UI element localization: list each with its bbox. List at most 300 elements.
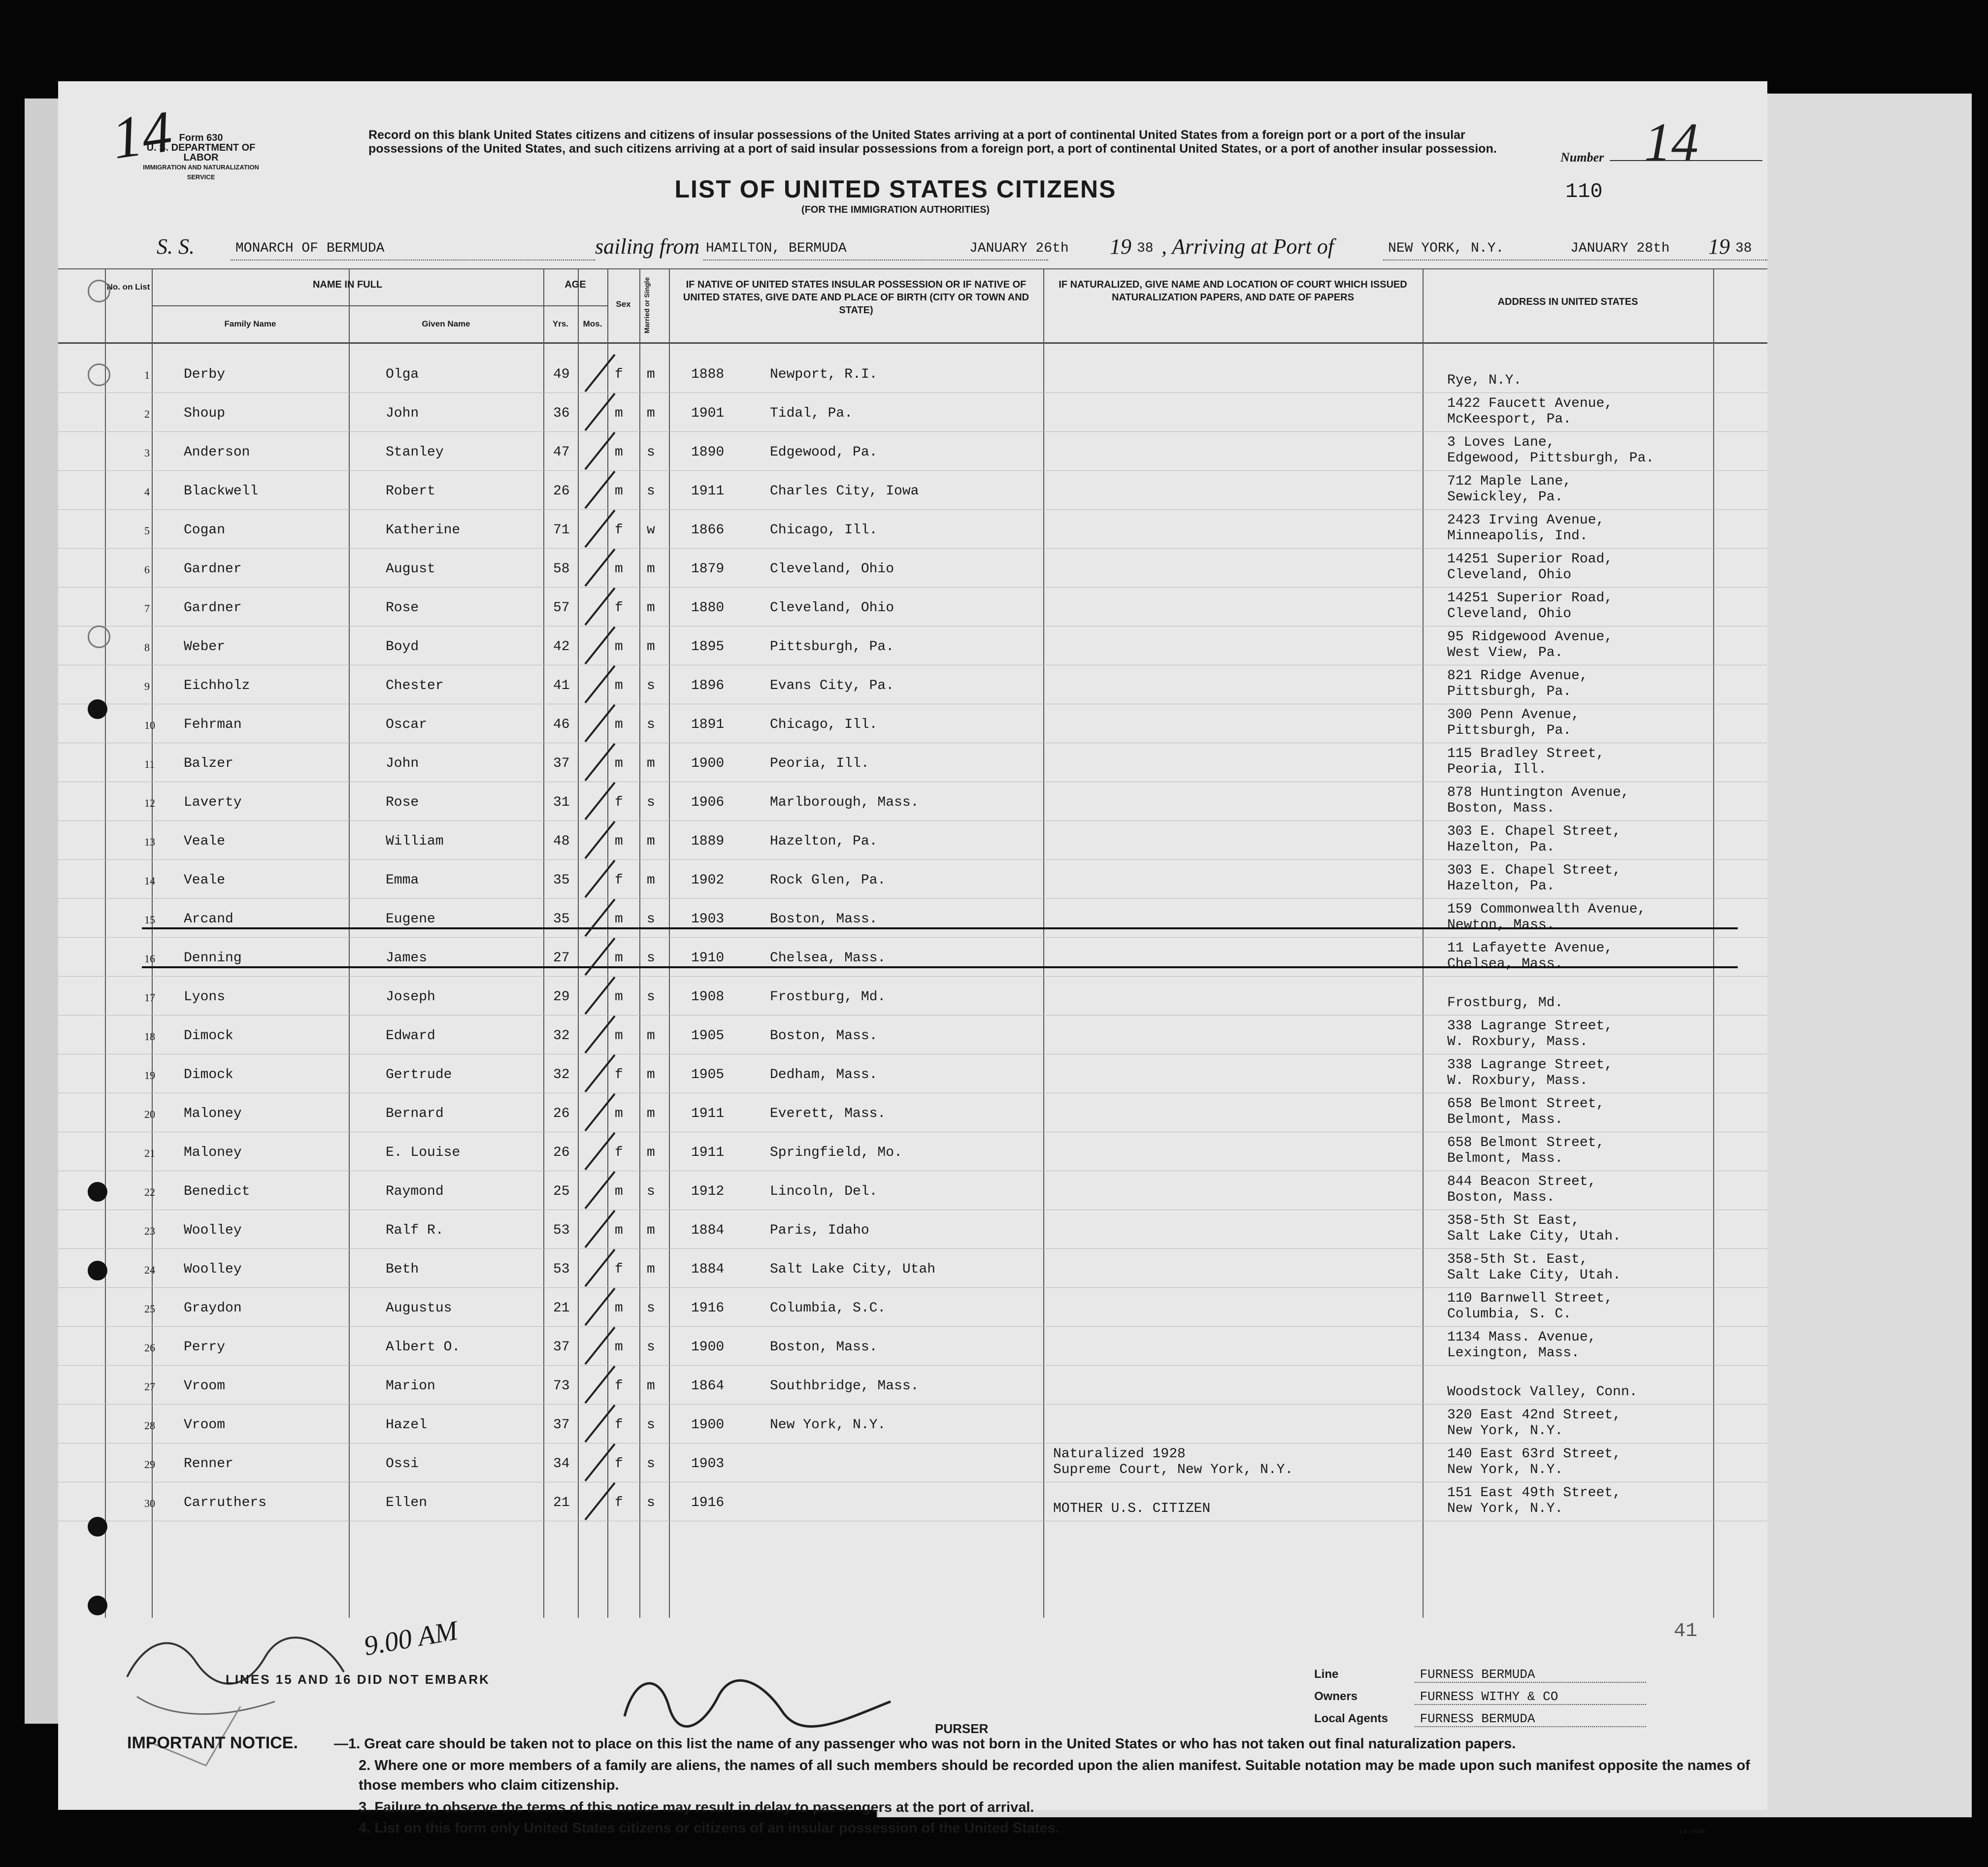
purser-signature [615,1667,910,1736]
row-number: 16 [144,952,155,965]
department: U. S. DEPARTMENT OF LABOR [146,142,256,163]
address-line-1: 338 Lagrange Street, [1447,1018,1613,1034]
marital-status: w [647,523,655,538]
row-number: 18 [144,1030,155,1043]
col-head-no: No. on List [106,282,150,292]
row-number: 25 [144,1303,155,1315]
given-name: Stanley [386,445,444,460]
address-line-1: 320 East 42nd Street, [1447,1408,1621,1423]
given-name: Edward [386,1028,435,1044]
sex: m [615,561,623,577]
birth-year: 1902 [691,873,725,888]
sex: f [615,1145,623,1160]
age-years: 27 [553,950,570,966]
sex: f [615,367,623,382]
notice-4: 4. List on this form only United States citizens or citizens of an insular possession of the United States. [359,1820,1060,1836]
address-line-2: Salt Lake City, Utah. [1447,1229,1621,1244]
voyage-line [157,234,1752,263]
did-not-embark-note: LINES 15 AND 16 DID NOT EMBARK [226,1672,490,1687]
birth-year: 1891 [691,717,725,732]
given-name: Oscar [386,717,428,732]
check-mark [580,1052,620,1097]
row-rule [58,1404,1767,1405]
birth-place: Frostburg, Md. [770,989,886,1005]
sex: m [615,912,623,927]
check-mark [580,508,620,552]
birth-year: 1901 [691,406,725,421]
age-years: 34 [553,1456,570,1472]
col-head-mos: Mos. [583,319,602,328]
age-years: 35 [553,873,570,888]
family-name: Laverty [184,795,242,810]
birth-place: Tidal, Pa. [770,406,853,421]
row-rule [58,937,1767,938]
address-line-1: 1134 Mass. Avenue, [1447,1330,1596,1345]
sex: f [615,795,623,810]
given-name: John [386,406,419,421]
row-number: 28 [144,1419,155,1432]
birth-place: Peoria, Ill. [770,756,869,771]
marital-status: m [647,1106,655,1121]
age-years: 37 [553,1340,570,1355]
age-years: 58 [553,561,570,577]
row-number: 29 [144,1458,155,1471]
age-years: 21 [553,1301,570,1316]
birth-year: 1905 [691,1028,725,1044]
family-name: Vroom [184,1417,226,1433]
given-name: Robert [386,484,435,499]
marital-status: m [647,1378,655,1394]
row-number: 6 [144,563,150,576]
service: IMMIGRATION AND NATURALIZATION SERVICE [143,164,259,181]
age-years: 57 [553,600,570,616]
sex: m [615,406,623,421]
given-name: Rose [386,795,419,810]
address-line-1: 151 East 49th Street, [1447,1485,1621,1501]
birth-place: Columbia, S.C. [770,1301,886,1316]
sex: m [615,1106,623,1121]
marital-status: m [647,1262,655,1277]
row-number: 22 [144,1186,155,1198]
address-line-1: 338 Lagrange Street, [1447,1057,1613,1073]
birth-place: Newport, R.I. [770,367,878,382]
row-rule [58,1326,1767,1327]
age-years: 29 [553,989,570,1005]
address-line-2: New York, N.Y. [1447,1501,1563,1516]
check-mark [580,858,620,902]
marital-status: m [647,1223,655,1238]
given-name: Ellen [386,1495,428,1510]
given-name: E. Louise [386,1145,461,1160]
sex: m [615,1301,623,1316]
row-rule [58,1365,1767,1366]
given-name: John [386,756,419,771]
list-number: 14 [1644,112,1698,172]
sex: f [615,1495,623,1510]
birth-place: Salt Lake City, Utah [770,1262,936,1277]
marital-status: s [647,1456,655,1472]
given-name: Albert O. [386,1340,461,1355]
row-number: 30 [144,1497,155,1509]
row-number: 24 [144,1264,155,1276]
family-name: Maloney [184,1106,242,1121]
address-line-2: Pittsburgh, Pa. [1447,723,1572,738]
marital-status: m [647,1067,655,1082]
sail-date: JANUARY 26th [969,241,1069,256]
strikethrough-line [142,966,1738,968]
marital-status: s [647,1495,655,1510]
sex: m [615,484,623,499]
birth-year: 1908 [691,989,725,1005]
col-head-name: NAME IN FULL [312,279,383,290]
marital-status: s [647,445,655,460]
row-rule [58,1287,1767,1288]
family-name: Eichholz [184,678,250,693]
age-subheader-rule [543,305,607,306]
birth-place: Paris, Idaho [770,1223,869,1238]
notice-2: 2. Where one or more members of a family are aliens, the names of all such members should be recorded upon the alien manifest. Suitable notation may be made upon such manifest opposite the names of those members who claim citizenship. [359,1758,1750,1793]
binder-hole [88,1596,107,1615]
birth-year: 1900 [691,1417,725,1433]
family-name: Gardner [184,561,242,577]
col-head-address: ADDRESS IN UNITED STATES [1497,296,1638,307]
record-note: Record on this blank United States citizens and citizens of insular possessions of the United States arriving at a port of continental United States from a foreign port or a port of the insular possessions of the United States, and such citizens arriving at a port of said insular possessions from a foreign port, a port of continental United States, or a port of another insular possession. [368,128,1497,156]
check-mark [580,469,620,513]
check-mark [580,663,620,708]
sex: m [615,1340,623,1355]
sex: f [615,523,623,538]
row-number: 1 [144,369,150,381]
col-head-yrs: Yrs. [552,319,569,328]
address-line-2: Pittsburgh, Pa. [1447,684,1572,699]
row-rule [58,509,1767,510]
family-name: Renner [184,1456,233,1472]
row-number: 27 [144,1380,155,1393]
agents-row [1314,1711,1646,1727]
col-head-naturalized: IF NATURALIZED, GIVE NAME AND LOCATION OF COURT WHICH ISSUED NATURALIZATION PAPERS, AND DATE OF PAPERS [1059,279,1407,303]
address-line-2: New York, N.Y. [1447,1462,1563,1477]
marital-status: m [647,367,655,382]
birth-year: 1889 [691,834,725,849]
birth-place: Lincoln, Del. [770,1184,878,1199]
notice-3: 3. Failure to observe the terms of this notice may result in delay to passengers at the port of arrival. [359,1800,1034,1815]
row-rule [58,431,1767,432]
birth-year: 1912 [691,1184,725,1199]
row-number: 7 [144,602,150,615]
sex: m [615,1028,623,1044]
age-years: 53 [553,1262,570,1277]
check-mark [580,1480,620,1525]
marital-status: s [647,795,655,810]
col-head-age: AGE [564,279,586,290]
birth-year: 1896 [691,678,725,693]
marital-status: m [647,756,655,771]
birth-year: 1911 [691,1106,725,1121]
arrival-date: JANUARY 28th [1570,241,1670,256]
address-line-2: West View, Pa. [1447,645,1563,660]
sailing-from-label: sailing from [595,234,700,259]
row-rule [58,820,1767,821]
row-number: 14 [144,875,155,887]
birth-year: 1888 [691,367,725,382]
check-mark [580,1247,620,1291]
row-number: 15 [144,914,155,926]
birth-place: Hazelton, Pa. [770,834,878,849]
address-line-2: Chelsea, Mass. [1447,956,1563,972]
family-name: Vroom [184,1378,226,1394]
age-years: 73 [553,1378,570,1394]
birth-place: Boston, Mass. [770,912,878,927]
address-line-1: 115 Bradley Street, [1447,746,1605,761]
address-line-1: 300 Penn Avenue, [1447,707,1580,722]
birth-year: 1916 [691,1495,725,1510]
address-line-2: Sewickley, Pa. [1447,490,1563,505]
address-line-1: 658 Belmont Street, [1447,1135,1605,1150]
binder-ring [88,625,110,648]
birth-place: Springfield, Mo. [770,1145,902,1160]
marital-status: m [647,1145,655,1160]
address-line-1: 358-5th St. East, [1447,1252,1588,1267]
address-line-1: 3 Loves Lane, [1447,435,1555,450]
address-line-2: Hazelton, Pa. [1447,840,1555,855]
given-name: Olga [386,367,419,382]
birth-year: 1916 [691,1301,725,1316]
given-name: Ossi [386,1456,419,1472]
row-number: 5 [144,524,150,537]
family-name: Benedict [184,1184,250,1199]
birth-year: 1890 [691,445,725,460]
row-rule [58,898,1767,899]
birth-place: Boston, Mass. [770,1028,878,1044]
age-years: 32 [553,1028,570,1044]
address-line-1: 878 Huntington Avenue, [1447,785,1629,800]
age-years: 48 [553,834,570,849]
age-years: 21 [553,1495,570,1510]
family-name: Blackwell [184,484,259,499]
row-number: 26 [144,1342,155,1354]
agents-value: FURNESS BERMUDA [1415,1711,1646,1727]
address-line-2: Belmont, Mass. [1447,1151,1563,1166]
given-name: Boyd [386,639,419,655]
address-line-1: 821 Ridge Avenue, [1447,668,1588,684]
age-years: 46 [553,717,570,732]
given-name: James [386,950,428,966]
age-years: 25 [553,1184,570,1199]
sex: f [615,873,623,888]
age-years: 53 [553,1223,570,1238]
birth-place: Southbridge, Mass. [770,1378,919,1394]
birth-place: Rock Glen, Pa. [770,873,886,888]
row-rule [58,976,1767,977]
sex: m [615,950,623,966]
row-number: 2 [144,408,150,420]
age-years: 26 [553,1106,570,1121]
row-number: 19 [144,1069,155,1081]
check-mark [580,1286,620,1330]
address-line-2: Woodstock Valley, Conn. [1447,1384,1638,1400]
line-value: FURNESS BERMUDA [1415,1667,1646,1683]
check-mark [580,624,620,669]
family-name: Fehrman [184,717,242,732]
address-line-1: 1422 Faucett Avenue, [1447,396,1613,411]
birth-year: 1900 [691,1340,725,1355]
arriving-label: , Arriving at Port of [1161,234,1334,259]
age-years: 49 [553,367,570,382]
address-line-2: Peoria, Ill. [1447,762,1547,777]
given-name: Beth [386,1262,419,1277]
marital-status: s [647,1184,655,1199]
binder-hole [88,699,107,719]
family-name: Maloney [184,1145,242,1160]
check-mark [580,1208,620,1252]
strikethrough-line [142,927,1738,929]
check-mark [580,1091,620,1136]
marital-status: m [647,406,655,421]
table-row [58,1485,1767,1534]
address-line-1: 358-5th St East, [1447,1213,1580,1228]
row-number: 23 [144,1225,155,1237]
marital-status: s [647,1340,655,1355]
check-mark [580,1364,620,1408]
birth-year: 1864 [691,1378,725,1394]
address-line-2: Edgewood, Pittsburgh, Pa. [1447,451,1655,466]
table-top-rule [58,268,1767,269]
binder-ring [88,280,110,302]
age-years: 71 [553,523,570,538]
birth-year: 1911 [691,484,725,499]
check-mark [580,1169,620,1213]
address-line-1: 658 Belmont Street, [1447,1096,1605,1112]
address-line-2: Cleveland, Ohio [1447,567,1572,583]
agents-label: Local Agents [1314,1712,1388,1725]
notice-heading: IMPORTANT NOTICE. [127,1734,298,1752]
family-name: Veale [184,834,226,849]
given-name: Joseph [386,989,435,1005]
age-years: 42 [553,639,570,655]
marital-status: m [647,1028,655,1044]
col-head-birth: IF NATIVE OF UNITED STATES INSULAR POSSESSION OR IF NATIVE OF UNITED STATES, GIVE DATE AND PLACE OF BIRTH (CITY OR TOWN AND STATE) [683,279,1029,316]
ship-name: MONARCH OF BERMUDA [235,241,385,256]
col-head-married: Married or Single [643,277,651,334]
age-years: 35 [553,912,570,927]
col-head-family: Family Name [224,319,276,328]
marital-status: m [647,639,655,655]
age-years: 36 [553,406,570,421]
handwritten-corner-number: 14 [108,98,176,171]
family-name: Cogan [184,523,226,538]
birth-year: 1900 [691,756,725,771]
marital-status: m [647,600,655,616]
address-line-2: W. Roxbury, Mass. [1447,1073,1588,1088]
row-number: 12 [144,797,155,809]
address-line-2: Boston, Mass. [1447,801,1555,816]
birth-year: 1884 [691,1262,725,1277]
birth-year: 1884 [691,1223,725,1238]
age-years: 26 [553,1145,570,1160]
manifest-table [58,268,1767,1618]
row-number: 10 [144,719,155,731]
sex: m [615,717,623,732]
address-line-2: W. Roxbury, Mass. [1447,1034,1588,1049]
address-line-1: 14251 Superior Road, [1447,590,1613,606]
family-name: Weber [184,639,226,655]
given-name: Gertrude [386,1067,452,1082]
given-name: Ralf R. [386,1223,444,1238]
row-rule [58,548,1767,549]
birth-year: 1879 [691,561,725,577]
sex: m [615,639,623,655]
col-head-sex: Sex [616,299,631,309]
arrival-year: 38 [1735,241,1752,256]
sex: m [615,678,623,693]
row-number: 8 [144,641,150,654]
sex: m [615,834,623,849]
sex: f [615,1378,623,1394]
sex: f [615,600,623,616]
sail-year: 38 [1137,241,1154,256]
family-name: Dimock [184,1067,233,1082]
given-name: Katherine [386,523,461,538]
owners-value: FURNESS WITHY & CO [1415,1689,1646,1705]
family-name: Derby [184,367,226,382]
check-mark [580,547,620,591]
ship-underline [231,260,595,261]
marital-status: s [647,1417,655,1433]
marital-status: m [647,873,655,888]
address-line-2: Belmont, Mass. [1447,1112,1563,1127]
row-number: 9 [144,680,150,692]
sex: m [615,756,623,771]
row-number: 3 [144,447,150,459]
marital-status: s [647,1301,655,1316]
family-name: Graydon [184,1301,242,1316]
table-row [58,941,1767,989]
marital-status: s [647,950,655,966]
subheader-rule [152,305,607,306]
check-mark [580,702,620,747]
address-line-2: Boston, Mass. [1447,1190,1555,1205]
check-mark [580,391,620,435]
check-mark [580,897,620,941]
binder-hole [88,1182,107,1202]
page-subtitle: (FOR THE IMMIGRATION AUTHORITIES) [801,204,990,215]
address-line-1: 712 Maple Lane, [1447,474,1572,489]
given-name: Bernard [386,1106,444,1121]
sex: f [615,1417,623,1433]
family-name: Lyons [184,989,226,1005]
row-rule [58,587,1767,588]
address-line-2: Minneapolis, Ind. [1447,528,1588,544]
birth-place: Pittsburgh, Pa. [770,639,895,655]
birth-place: Cleveland, Ohio [770,561,895,577]
age-years: 41 [553,678,570,693]
line-row [1314,1667,1646,1683]
birth-place: Charles City, Iowa [770,484,919,499]
birth-place: Evans City, Pa. [770,678,895,693]
arrival-port: NEW YORK, N.Y. [1388,241,1504,256]
owners-row [1314,1689,1646,1705]
check-mark [580,586,620,630]
address-line-1: 110 Barnwell Street, [1447,1291,1613,1306]
row-number: 17 [144,991,155,1004]
given-name: August [386,561,435,577]
birth-year: 1903 [691,1456,725,1472]
marital-status: s [647,678,655,693]
arrival-underline [1383,260,1767,261]
given-name: Rose [386,600,419,616]
naturalization-line-2: MOTHER U.S. CITIZEN [1053,1501,1211,1516]
family-name: Veale [184,873,226,888]
